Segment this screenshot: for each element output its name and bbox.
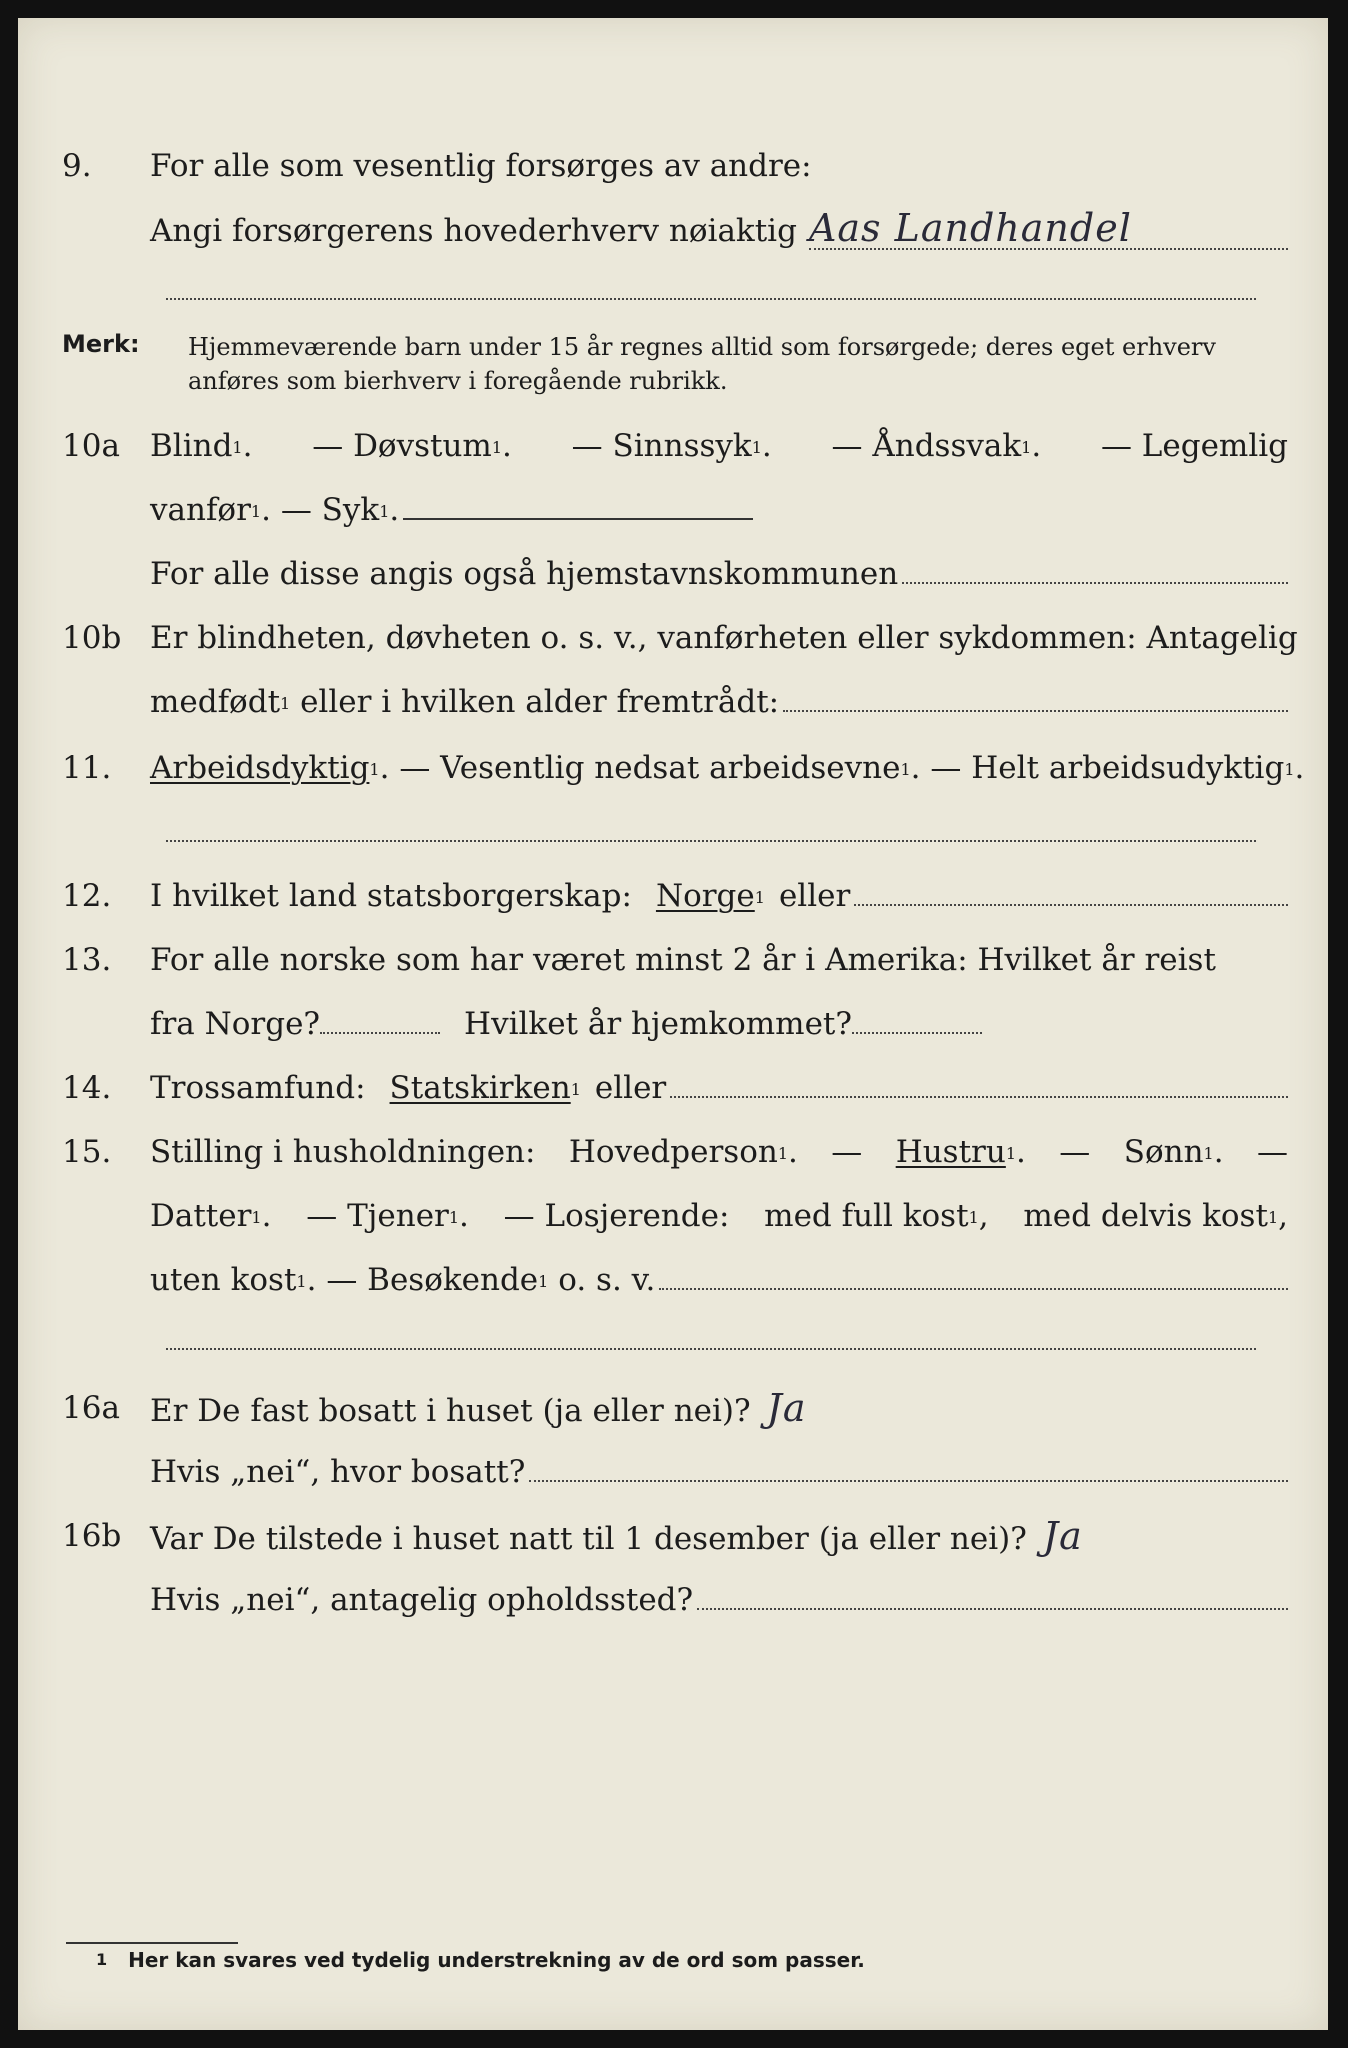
q12-eller: eller	[778, 878, 851, 914]
q9-provider-label: Angi forsørgerens hovederhverv nøiaktig	[150, 213, 797, 249]
q10a-syk-field[interactable]	[403, 494, 753, 520]
q11-udyktig: — Helt arbeidsudyktig$^1$.	[930, 750, 1305, 786]
q14-label: Trossamfund:	[150, 1070, 366, 1106]
q10a-blind: Blind$^1$.	[150, 428, 253, 464]
footnote-mark: 1	[96, 1950, 108, 1969]
q10a-sinnssyk: — Sinnssyk$^1$.	[571, 428, 772, 464]
q13-return-label: Hvilket år hjemkommet?	[464, 1006, 853, 1042]
q12-norge-selected: Norge$^1$	[655, 878, 765, 914]
q15-label: Stilling i husholdningen:	[150, 1134, 536, 1170]
q16a-answer[interactable]: Ja	[766, 1386, 807, 1430]
q11-number: 11.	[62, 750, 112, 786]
q15-delvis-kost: med delvis kost$^1$,	[1023, 1198, 1288, 1234]
q15-osv: o. s. v.	[558, 1262, 656, 1298]
q10a-home-municipality-field[interactable]	[902, 558, 1288, 584]
q16a-number: 16a	[62, 1390, 120, 1426]
q9-question: For alle som vesentlig forsørges av andre:	[150, 148, 812, 184]
q10a-number: 10a	[62, 428, 120, 464]
q16b-location-label: Hvis „nei“, antagelig opholdssted?	[150, 1582, 694, 1618]
q12-number: 12.	[62, 878, 112, 914]
q11-blank-line	[166, 840, 1256, 842]
q16b-number: 16b	[62, 1518, 122, 1554]
merk-line2: anføres som bierhverv i foregående rubrikk.	[188, 367, 728, 395]
q15-tjener: — Tjener$^1$.	[306, 1198, 469, 1234]
q15-sonn: Sønn$^1$.	[1123, 1134, 1224, 1170]
q15-hovedperson: Hovedperson$^1$.	[568, 1134, 798, 1170]
q10b-medfodt: medfødt$^1$	[150, 684, 291, 720]
q15-number: 15.	[62, 1134, 112, 1170]
q10b-alder-field[interactable]	[783, 686, 1288, 712]
q13-number: 13.	[62, 942, 112, 978]
q15-besokende: — Besøkende$^1$	[326, 1262, 549, 1298]
merk-line1: Hjemmeværende barn under 15 år regnes alltid som forsørgede; deres eget erhverv	[188, 333, 1216, 361]
q13-return-field[interactable]	[852, 1008, 982, 1034]
q12-other-country-field[interactable]	[854, 880, 1288, 906]
q16a-where-field[interactable]	[529, 1456, 1288, 1482]
q15-hustru-selected: Hustru$^1$.	[895, 1134, 1026, 1170]
q9-provider-answer[interactable]: Aas Landhandel	[809, 208, 1288, 250]
q10b-number: 10b	[62, 620, 122, 656]
q14-statskirken-selected: Statskirken$^1$	[389, 1070, 581, 1106]
q10b-alder-label: eller i hvilken alder fremtrådt:	[300, 684, 780, 720]
q11-nedsat: — Vesentlig nedsat arbeidsevne$^1$.	[399, 750, 931, 786]
q10a-vanfor: vanfør$^1$.	[150, 492, 281, 528]
q11-arbeidsdyktig-selected: Arbeidsdyktig$^1$.	[150, 750, 400, 786]
merk-label: Merk:	[62, 330, 140, 358]
q16a-where-label: Hvis „nei“, hvor bosatt?	[150, 1454, 526, 1490]
q15-other-field[interactable]	[659, 1264, 1288, 1290]
q14-number: 14.	[62, 1070, 112, 1106]
q15-losjerende: — Losjerende:	[503, 1198, 730, 1234]
q15-full-kost: med full kost$^1$,	[764, 1198, 989, 1234]
census-form-page: 9. For alle som vesentlig forsørges av andre: Angi forsørgerens hovederhverv nøiaktig Aas Landhandel Merk: Hjemmeværende barn under 15 år regnes alltid som forsørgede; deres eget erhverv anføres som bierhverv i foregående rubrikk. 10a Blind$^1$. — Døvstum$^1$. — Sinnssyk$^1$. — Åndssvak$^1$. — Legemlig vanfør$^1$. — Syk$^1$. For alle disse angis også hjemstavnskommunen 10b Er blindheten, døvheten o. s. v., vanførheten eller sykdommen: Antagelig medfødt$^1$ eller i hvilken alder fremtrådt: 11. Arbeidsdyktig$^1$. — Vesentlig nedsat arbeidsevne$^1$. — Helt arbeidsudyktig$^1$. 12. I hvilket land statsborgerskap: Norge$^1$ eller 13. For alle norske som har været minst 2 år i Amerika: Hvilket år reist fra Norge? Hvilket år hjemkommet? 14. Trossamfund: Statskirken$^1$ eller 15. Stilling i husholdningen: Hovedperson$^1$. — Hustru$^1$. — Sønn$^1$. — Datter$^1$. — Tjener$^1$. — Losjerende: med full kost$^1$, med delvis kost$^1$, uten kost$^1$. — Besøkende$^1$ o. s. v. 16a Er De fast bosatt i huset (ja eller nei)? Ja Hvis „nei“, hvor bosatt? 16b Var De tilstede i huset natt til 1 desember (ja eller nei)? Ja Hvis „nei“, antagelig opholdssted? $^1$ Her kan svares ved tydelig understrekning av de ord som passer.	[18, 18, 1328, 2030]
q10a-syk: — Syk$^1$.	[280, 492, 400, 528]
q16a-question: Er De fast bosatt i huset (ja eller nei)?	[150, 1393, 751, 1429]
q10a-legemlig: — Legemlig	[1100, 428, 1288, 464]
q16b-answer[interactable]: Ja	[1042, 1514, 1083, 1558]
q10a-dovstum: — Døvstum$^1$.	[312, 428, 512, 464]
footnote-text: Her kan svares ved tydelig understrekning av de ord som passer.	[128, 1948, 865, 1972]
q13-question: For alle norske som har været minst 2 år i Amerika: Hvilket år reist	[150, 942, 1216, 978]
q10b-question: Er blindheten, døvheten o. s. v., vanførheten eller sykdommen: Antagelig	[150, 620, 1298, 656]
q10a-home-municipality-label: For alle disse angis også hjemstavnskommunen	[150, 556, 899, 592]
q15-datter: Datter$^1$.	[150, 1198, 272, 1234]
footnote-rule	[66, 1942, 238, 1944]
q16b-question: Var De tilstede i huset natt til 1 desember (ja eller nei)?	[150, 1521, 1027, 1557]
q14-other-field[interactable]	[670, 1072, 1288, 1098]
q13-departure-label: fra Norge?	[150, 1006, 321, 1042]
q15-blank-line	[166, 1348, 1256, 1350]
q9-blank-line	[166, 298, 1256, 300]
q16b-location-field[interactable]	[697, 1584, 1288, 1610]
q13-departure-field[interactable]	[320, 1008, 440, 1034]
q9-number: 9.	[62, 148, 92, 184]
footnote	[96, 1948, 865, 1972]
q12-label: I hvilket land statsborgerskap:	[150, 878, 632, 914]
q15-uten-kost: uten kost$^1$.	[150, 1262, 327, 1298]
q14-eller: eller	[594, 1070, 667, 1106]
q10a-andssvak: — Åndssvak$^1$.	[831, 428, 1042, 464]
